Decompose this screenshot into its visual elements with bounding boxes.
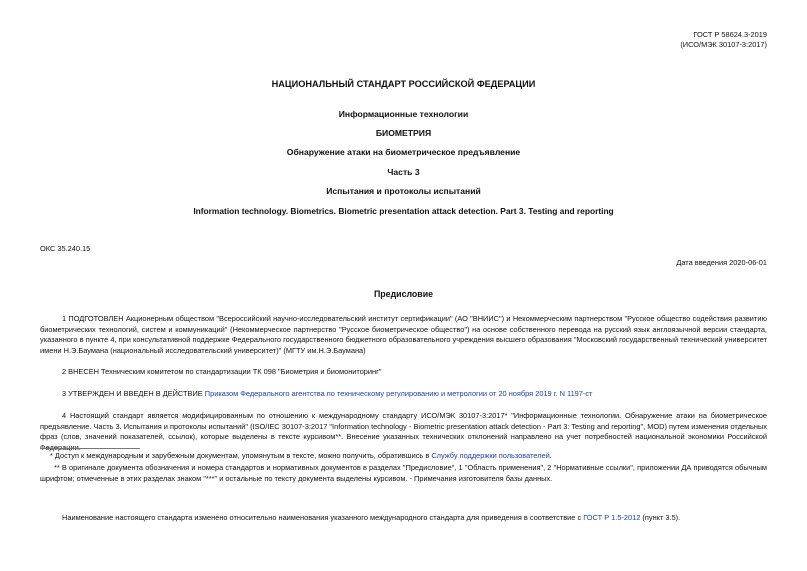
iso-number: (ИСО/МЭК 30107-3:2017) (680, 40, 767, 50)
preface-paragraph-2-text: 2 ВНЕСЕН Техническим комитетом по стандартизации ТК 098 "Биометрия и биомониторинг" (62, 367, 382, 376)
preface-paragraph-5-text: Наименование настоящего стандарта изменено относительно наименования указанного международного стандарта для приведения в соответствие с (62, 513, 584, 522)
title-line-2: БИОМЕТРИЯ (375, 128, 432, 138)
preface-heading: Предисловие (373, 289, 434, 299)
preface-paragraph-5 (40, 513, 767, 524)
national-standard-title: НАЦИОНАЛЬНЫЙ СТАНДАРТ РОССИЙСКОЙ ФЕДЕРАЦИИ (271, 79, 536, 89)
preface-paragraph-1-text: 1 ПОДГОТОВЛЕН Акционерным обществом "Всероссийский научно-исследовательский институт сертификации" (АО "ВНИИС") и Некоммерческим партнерством "Русское общество содействия развитию биометрических технологий, систем и коммуникаций" (Некоммерческое партнерство "Русское биометрическое общество") на основе собственного перевода на русский язык англоязычной версии стандарта, указанного в пункте 4, при консультативной поддержке Федерального государственного бюджетного образовательного учреждения высшего образования "Московский государственный технический университет имени Н.Э.Баумана (национальный исследовательский университет)" (МГТУ им.Н.Э.Баумана) (40, 314, 767, 356)
footnote-1 (40, 451, 767, 462)
footnote-2-text: ** В оригинале документа обозначения и номера стандартов и нормативных документов в разделах "Предисловие", 1 "Область применения", 2 "Нормативные ссылки", приложении ДА приводятся обычным шрифтом; отмеченные в этих разделах знаком "***" и остальные по тексту документа выделены курсивом. - Примечания изготовителя базы данных. (40, 463, 767, 483)
oks-code: ОКС 35.240.15 (40, 244, 91, 253)
preface-paragraph-3 (40, 389, 767, 400)
gost-r-1-5-2012-link[interactable]: ГОСТ Р 1.5-2012 (583, 513, 641, 522)
rosstandart-order-link[interactable]: Приказом Федерального агентства по техническому регулированию и метрологии от 20 ноября 2019 г. N 1197-ст (204, 389, 593, 398)
footnote-1-suffix: . (549, 451, 552, 460)
gost-number: ГОСТ Р 58624.3-2019 (693, 30, 767, 39)
footnote-2 (40, 463, 767, 484)
preface-paragraph-1 (40, 314, 767, 357)
title-line-4: Часть 3 (387, 167, 420, 177)
preface-paragraph-4 (40, 411, 767, 454)
footnote-1-text: * Доступ к международным и зарубежным документам, упомянутым в тексте, можно получить, обратившись в (50, 451, 432, 460)
footnote-divider (40, 448, 140, 449)
title-line-1: Информационные технологии (338, 109, 469, 119)
english-title: Information technology. Biometrics. Biometric presentation attack detection. Part 3. Testing and reporting (193, 206, 614, 216)
user-support-link[interactable]: Службу поддержки пользователей (431, 451, 550, 460)
preface-paragraph-4-text: 4 Настоящий стандарт является модифицированным по отношению к международному стандарту ИСО/МЭК 30107-3:2017* "Информационные технологии. Обнаружение атаки на биометрическое предъявление. Часть 3. Испытания и протоколы испытаний" (ISO/IEC 30107-3:2017 "Information technology - Biometric presentation attack detection - Part 3: Testing and reporting", MOD) путем изменения отдельных фраз (слов, значений показателей, ссылок), которые выделены в тексте курсивом**. Внесение указанных технических отклонений направлено на учет потребностей национальной экономики Российской Федерации. (40, 411, 767, 453)
document-identifier (680, 30, 767, 51)
preface-paragraph-3-text: 3 УТВЕРЖДЕН И ВВЕДЕН В ДЕЙСТВИЕ (62, 389, 205, 398)
introduction-date: Дата введения 2020-06-01 (676, 258, 767, 267)
preface-paragraph-2 (40, 367, 767, 378)
preface-paragraph-5-suffix: (пункт 3.5). (640, 513, 681, 522)
title-line-5: Испытания и протоколы испытаний (326, 186, 481, 196)
title-line-3: Обнаружение атаки на биометрическое предъявление (286, 147, 521, 157)
